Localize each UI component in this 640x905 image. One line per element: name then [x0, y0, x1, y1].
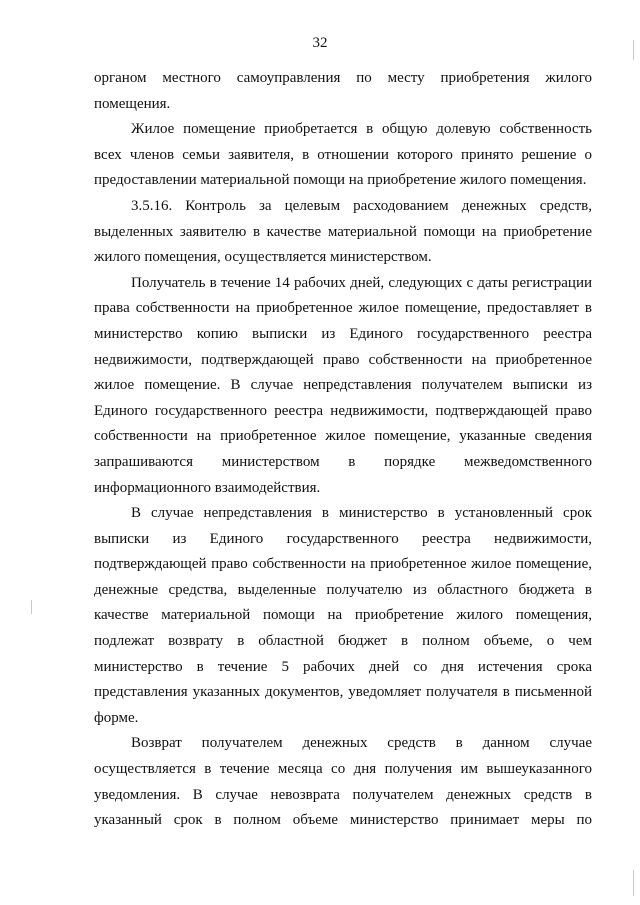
paragraph-ownership: Жилое помещение приобретается в общую долевую собственность всех членов семьи заявителя, в отношении которого принято решение о предоставлении материальной помощи на приобретение жилого помещения. — [94, 121, 592, 189]
scan-edge-mark — [633, 870, 634, 896]
paragraph-non-submission: В случае непредставления в министерство в установленный срок выписки из Единого государственного реестра недвижимости, подтверждающей право собственности на приобретенное жилое помещение, денежные средства, выделенные получателю из областного бюджета в качестве материальной помощи на приобретение жилого помещения, подлежат возврату в областной бюджет в полном объеме, о чем министерство в течение 5 рабочих дней со дня истечения срока представления указанных документов, уведомляет получателя в письменной форме. — [94, 505, 592, 726]
paragraph-refund: Возврат получателем денежных средств в данном случае осуществляется в течение месяца со дня получения им вышеуказанного уведомления. В случае невозврата получателем денежных средств в указанный срок в полном объеме министерство принимает меры по — [94, 735, 592, 829]
paragraph-continuation: органом местного самоуправления по месту приобретения жилого помещения. — [94, 70, 592, 112]
scan-edge-mark — [633, 40, 634, 60]
page-number: 32 — [312, 35, 328, 51]
scan-edge-mark — [31, 600, 32, 614]
document-body — [94, 66, 592, 834]
paragraph-recipient-extract: Получатель в течение 14 рабочих дней, следующих с даты регистрации права собственности на приобретенное жилое помещение, предоставляет в министерство копию выписки из Единого государственного реестра недвижимости, подтверждающей право собственности на приобретенное жилое помещение. В случае непредставления получателем выписки из Единого государственного реестра недвижимости, подтверждающей право собственности на приобретенное жилое помещение, указанные сведения запрашиваются министерством в порядке межведомственного информационного взаимодействия. — [94, 274, 592, 496]
paragraph-3-5-16: 3.5.16. Контроль за целевым расходованием денежных средств, выделенных заявителю в качестве материальной помощи на приобретение жилого помещения, осуществляется министерством. — [94, 197, 592, 266]
